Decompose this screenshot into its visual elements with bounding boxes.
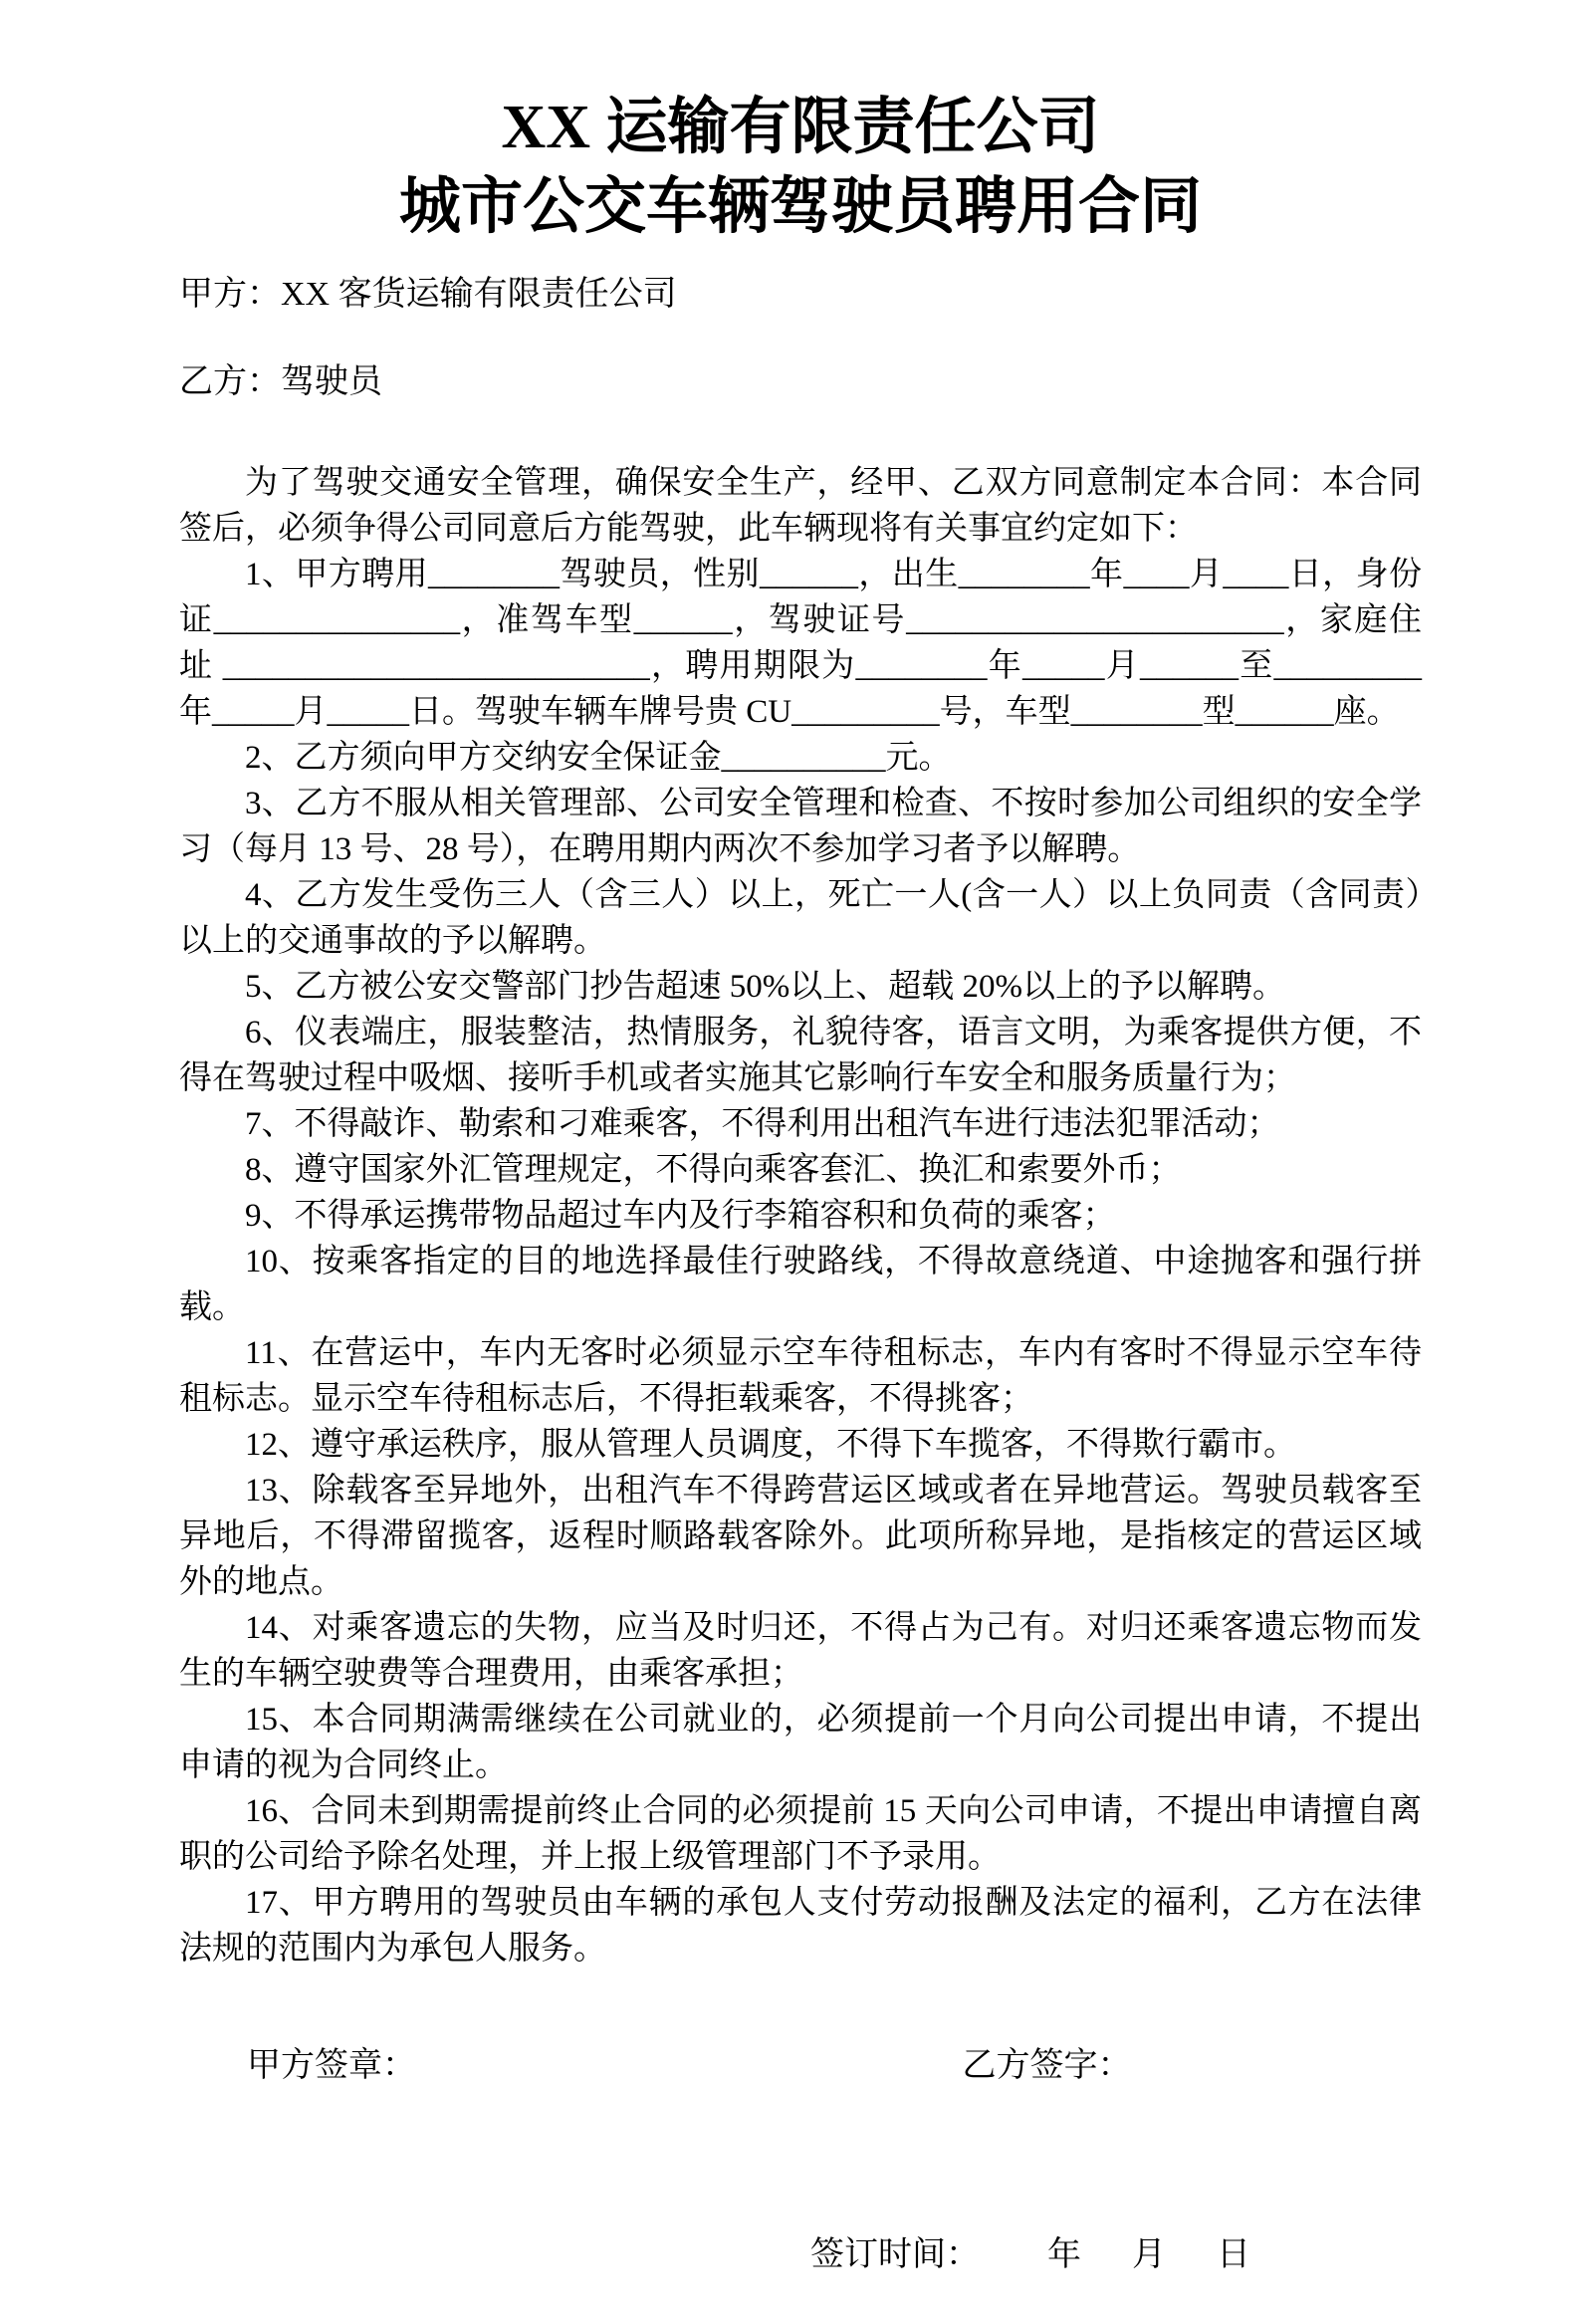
clause-15: 15、本合同期满需继续在公司就业的，必须提前一个月向公司提出申请，不提出申请的视为合同终止。 [179, 1702, 1422, 1783]
clause-17: 17、甲方聘用的驾驶员由车辆的承包人支付劳动报酬及法定的福利，乙方在法律法规的范围内为承包人服务。 [179, 1885, 1422, 1967]
clause-9: 9、不得承运携带物品超过车内及行李箱容积和负荷的乘客； [245, 1198, 1116, 1234]
clause-10: 10、按乘客指定的目的地选择最佳行驶路线，不得故意绕道、中途抛客和强行拼载。 [179, 1244, 1422, 1325]
document-title-contract: 城市公交车辆驾驶员聘用合同 [398, 173, 1202, 241]
party-b-signature-label: 乙方签字： [962, 2047, 1132, 2084]
clause-3: 3、乙方不服从相关管理部、公司安全管理和检查、不按时参加公司组织的安全学习（每月 13 号、28 号），在聘用期内两次不参加学习者予以解聘。 [179, 786, 1422, 867]
clause-14: 14、对乘客遗忘的失物，应当及时归还，不得占为己有。对归还乘客遗忘物而发生的车辆空驶费等合理费用，由乘客承担； [179, 1610, 1422, 1692]
clause-2: 2、乙方须向甲方交纳安全保证金__________元。 [245, 740, 952, 776]
clause-11: 11、在营运中，车内无客时必须显示空车待租标志，车内有客时不得显示空车待租标志。显示空车待租标志后，不得拒载乘客，不得挑客； [179, 1335, 1422, 1417]
party-b-line: 乙方：驾驶员 [179, 363, 382, 400]
clause-12: 12、遵守承运秩序，服从管理人员调度，不得下车揽客，不得欺行霸市。 [245, 1427, 1296, 1463]
preamble-paragraph: 为了驾驶交通安全管理，确保安全生产，经甲、乙双方同意制定本合同：本合同签后，必须争得公司同意后方能驾驶，此车辆现将有关事宜约定如下： [179, 465, 1422, 547]
contract-body [179, 460, 1422, 1972]
party-a-line: 甲方：XX 客货运输有限责任公司 [179, 276, 677, 313]
sign-date-label: 签订时间： 年 月 日 [810, 2236, 1250, 2273]
clause-4: 4、乙方发生受伤三人（含三人）以上，死亡一人(含一人）以上负同责（含同责）以上的交通事故的予以解聘。 [179, 877, 1422, 959]
party-a-signature-label: 甲方签章： [247, 2047, 416, 2084]
clause-8: 8、遵守国家外汇管理规定，不得向乘客套汇、换汇和索要外币； [245, 1152, 1182, 1188]
sign-date-row [179, 2187, 1422, 2324]
document-title-company: XX 运输有限责任公司 [501, 94, 1100, 161]
clause-6: 6、仪表端庄，服装整洁，热情服务，礼貌待客，语言文明，为乘客提供方便，不得在驾驶过程中吸烟、接听手机或者实施其它影响行车安全和服务质量行为； [179, 1015, 1422, 1096]
clause-13: 13、除载客至异地外，出租汽车不得跨营运区域或者在异地营运。驾驶员载客至异地后，不得滞留揽客，返程时顺路载客除外。此项所称异地，是指核定的营运区域外的地点。 [179, 1473, 1422, 1600]
clause-1: 1、甲方聘用________驾驶员，性别______，出生________年____月____日，身份证_______________，准驾车型______，驾驶证号_______________________，家庭住址 __________________________，聘用期限为________年_____月______至_________年_____月_____日。驾驶车辆车牌号贵 CU_________号，车型________型______座。 [179, 557, 1422, 730]
clause-7: 7、不得敲诈、勒索和刁难乘客，不得利用出租汽车进行违法犯罪活动； [245, 1106, 1280, 1142]
clause-5: 5、乙方被公安交警部门抄告超速 50%以上、超载 20%以上的予以解聘。 [245, 969, 1285, 1005]
signature-row [179, 2043, 1422, 2089]
clause-16: 16、合同未到期需提前终止合同的必须提前 15 天向公司申请，不提出申请擅自离职的公司给予除名处理，并上报上级管理部门不予录用。 [179, 1793, 1422, 1875]
